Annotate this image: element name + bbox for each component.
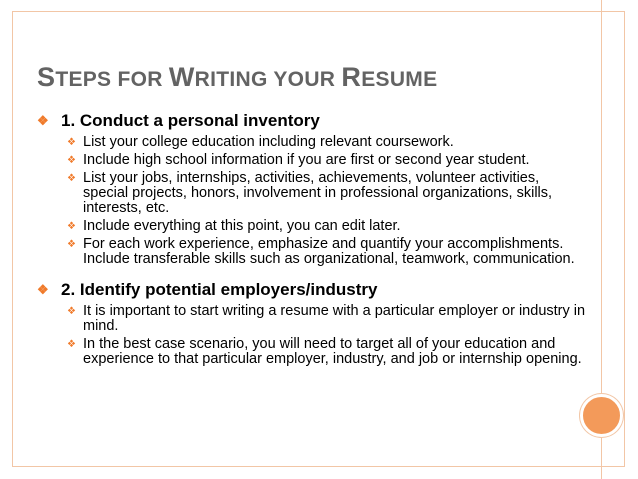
- slide-title: [37, 62, 437, 93]
- list-item-text: In the best case scenario, you will need to target all of your education and experience to that particular employer, industry, and job or internship opening.: [83, 336, 582, 367]
- title-cap: S: [37, 62, 56, 92]
- item-list: [59, 135, 587, 267]
- diamond-flourish-icon: ❖: [37, 282, 49, 297]
- list-item: [59, 304, 587, 334]
- diamond-flourish-icon: ❖: [67, 221, 76, 232]
- section-heading: 2. Identify potential employers/industry: [61, 280, 378, 299]
- title-cap: W: [168, 62, 195, 92]
- list-item: [59, 219, 587, 234]
- diamond-flourish-icon: ❖: [67, 306, 76, 317]
- list-item-text: Include high school information if you are first or second year student.: [83, 152, 530, 168]
- diamond-flourish-icon: ❖: [67, 155, 76, 166]
- list-item-text: List your jobs, internships, activities, achievements, volunteer activities, special projects, honors, involvement in professional organizations, skills, interests, etc.: [83, 170, 553, 216]
- diamond-flourish-icon: ❖: [67, 239, 76, 250]
- section-list: [37, 110, 587, 367]
- section-heading: 1. Conduct a personal inventory: [61, 111, 320, 130]
- decorative-circle: [580, 394, 623, 437]
- list-item-text: It is important to start writing a resume with a particular employer or industry in mind.: [83, 303, 586, 334]
- item-list: [59, 304, 587, 367]
- diamond-flourish-icon: ❖: [67, 137, 76, 148]
- list-item: [59, 135, 587, 150]
- list-item-text: List your college education including relevant coursework.: [83, 134, 454, 150]
- title-rest: TEPS FOR: [55, 68, 169, 91]
- section-item: [37, 110, 587, 267]
- list-item-text: Include everything at this point, you can edit later.: [83, 218, 401, 234]
- diamond-flourish-icon: ❖: [67, 339, 76, 350]
- title-rest: RITING YOUR: [194, 68, 342, 91]
- list-item: [59, 237, 587, 267]
- diamond-flourish-icon: ❖: [37, 113, 49, 128]
- diamond-flourish-icon: ❖: [67, 173, 76, 184]
- slide-content: [37, 110, 587, 370]
- list-item-text: For each work experience, emphasize and quantify your accomplishments. Include transferable skills such as organizational, teamwork, communication.: [83, 236, 575, 267]
- title-cap: R: [341, 62, 362, 92]
- section-item: [37, 279, 587, 367]
- list-item: [59, 171, 587, 216]
- list-item: [59, 153, 587, 168]
- title-rest: ESUME: [361, 68, 438, 91]
- list-item: [59, 337, 587, 367]
